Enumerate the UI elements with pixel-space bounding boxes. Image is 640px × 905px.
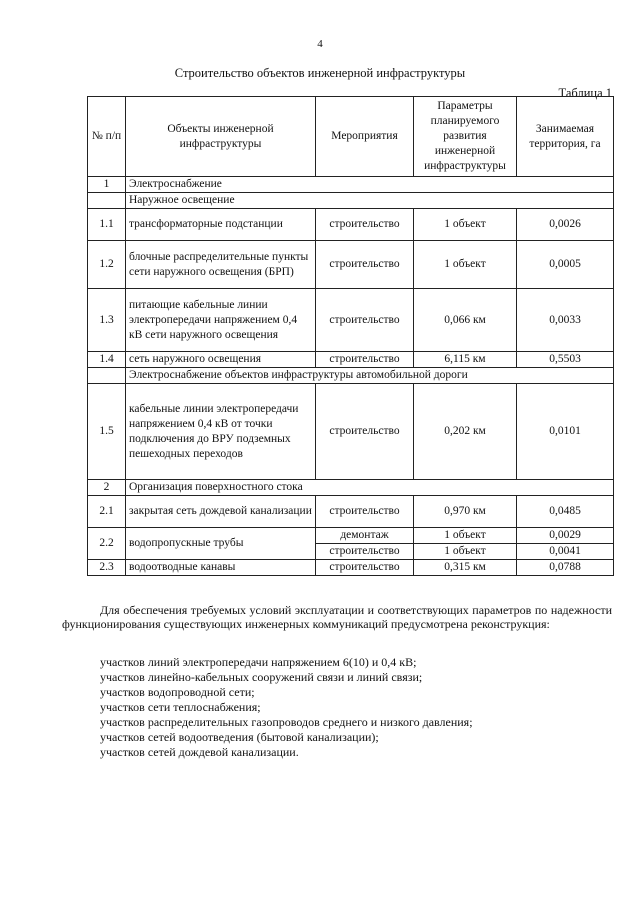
row-object: водопропускные трубы bbox=[126, 528, 316, 560]
row-param: 1 объект bbox=[414, 528, 517, 544]
empty-cell bbox=[88, 368, 126, 384]
table-label: Таблица 1 bbox=[558, 86, 612, 100]
row-measure: строительство bbox=[316, 209, 414, 241]
row-num: 2.1 bbox=[88, 496, 126, 528]
row-measure: строительство bbox=[316, 560, 414, 576]
row-param: 0,970 км bbox=[414, 496, 517, 528]
row-num: 1.1 bbox=[88, 209, 126, 241]
header-params: Параметры планируемого развития инженерной инфраструктуры bbox=[414, 97, 517, 177]
subsection-row bbox=[88, 193, 614, 209]
table-row bbox=[88, 209, 614, 241]
list-item: участков распределительных газопроводов среднего и низкого давления; bbox=[100, 715, 473, 729]
table-row bbox=[88, 528, 614, 544]
page-number: 4 bbox=[317, 38, 323, 50]
subsection-title: Наружное освещение bbox=[126, 193, 614, 209]
header-area: Занимаемая территория, га bbox=[517, 97, 614, 177]
row-area: 0,0485 bbox=[517, 496, 614, 528]
row-object: закрытая сеть дождевой канализации bbox=[126, 496, 316, 528]
row-measure: строительство bbox=[316, 352, 414, 368]
section-num: 2 bbox=[88, 480, 126, 496]
document-title: Строительство объектов инженерной инфраструктуры bbox=[174, 66, 466, 80]
list-item: участков сетей водоотведения (бытовой канализации); bbox=[100, 730, 379, 744]
section-title: Электроснабжение bbox=[126, 177, 614, 193]
row-object: водоотводные канавы bbox=[126, 560, 316, 576]
row-object: питающие кабельные линии электропередачи напряжением 0,4 кВ сети наружного освещения bbox=[126, 289, 316, 352]
row-area: 0,0029 bbox=[517, 528, 614, 544]
row-num: 1.4 bbox=[88, 352, 126, 368]
header-measures: Мероприятия bbox=[316, 97, 414, 177]
header-objects: Объекты инженерной инфраструктуры bbox=[126, 97, 316, 177]
list-item: участков водопроводной сети; bbox=[100, 685, 255, 699]
section-row bbox=[88, 177, 614, 193]
section-row bbox=[88, 480, 614, 496]
list-item: участков сети теплоснабжения; bbox=[100, 700, 261, 714]
empty-cell bbox=[88, 193, 126, 209]
row-num: 2.3 bbox=[88, 560, 126, 576]
row-num: 1.2 bbox=[88, 241, 126, 289]
row-measure: строительство bbox=[316, 496, 414, 528]
row-num: 1.5 bbox=[88, 384, 126, 480]
row-param: 0,202 км bbox=[414, 384, 517, 480]
infrastructure-table bbox=[87, 96, 614, 576]
row-param: 1 объект bbox=[414, 209, 517, 241]
table-header-row bbox=[88, 97, 614, 177]
row-measure: строительство bbox=[316, 384, 414, 480]
row-object: сеть наружного освещения bbox=[126, 352, 316, 368]
row-area: 0,0026 bbox=[517, 209, 614, 241]
table-row bbox=[88, 241, 614, 289]
list-item: участков линий электропередачи напряжением 6(10) и 0,4 кВ; bbox=[100, 655, 417, 669]
body-paragraph: Для обеспечения требуемых условий эксплуатации и соответствующих параметров по надежности функционирования существующих инженерных коммуникаций предусмотрена реконструкция: bbox=[62, 603, 612, 631]
row-object: трансформаторные подстанции bbox=[126, 209, 316, 241]
table-row bbox=[88, 560, 614, 576]
section-num: 1 bbox=[88, 177, 126, 193]
list-item: участков линейно-кабельных сооружений связи и линий связи; bbox=[100, 670, 423, 684]
row-measure: демонтаж bbox=[316, 528, 414, 544]
subsection-title: Электроснабжение объектов инфраструктуры автомобильной дороги bbox=[126, 368, 614, 384]
header-num: № п/п bbox=[88, 97, 126, 177]
row-object: кабельные линии электропередачи напряжением 0,4 кВ от точки подключения до ВРУ подземных пешеходных переходов bbox=[126, 384, 316, 480]
row-param: 0,315 км bbox=[414, 560, 517, 576]
list-item: участков сетей дождевой канализации. bbox=[100, 745, 299, 759]
row-measure: строительство bbox=[316, 544, 414, 560]
row-measure: строительство bbox=[316, 289, 414, 352]
row-num: 2.2 bbox=[88, 528, 126, 560]
row-param: 0,066 км bbox=[414, 289, 517, 352]
reconstruction-list bbox=[100, 655, 610, 760]
table-row bbox=[88, 496, 614, 528]
row-area: 0,0033 bbox=[517, 289, 614, 352]
row-area: 0,0041 bbox=[517, 544, 614, 560]
section-title: Организация поверхностного стока bbox=[126, 480, 614, 496]
subsection-row bbox=[88, 368, 614, 384]
table-row bbox=[88, 352, 614, 368]
table-row bbox=[88, 384, 614, 480]
row-area: 0,0101 bbox=[517, 384, 614, 480]
row-param: 1 объект bbox=[414, 241, 517, 289]
row-area: 0,0005 bbox=[517, 241, 614, 289]
row-area: 0,0788 bbox=[517, 560, 614, 576]
row-param: 6,115 км bbox=[414, 352, 517, 368]
row-measure: строительство bbox=[316, 241, 414, 289]
row-param: 1 объект bbox=[414, 544, 517, 560]
row-area: 0,5503 bbox=[517, 352, 614, 368]
row-object: блочные распределительные пункты сети наружного освещения (БРП) bbox=[126, 241, 316, 289]
table-row bbox=[88, 289, 614, 352]
row-num: 1.3 bbox=[88, 289, 126, 352]
